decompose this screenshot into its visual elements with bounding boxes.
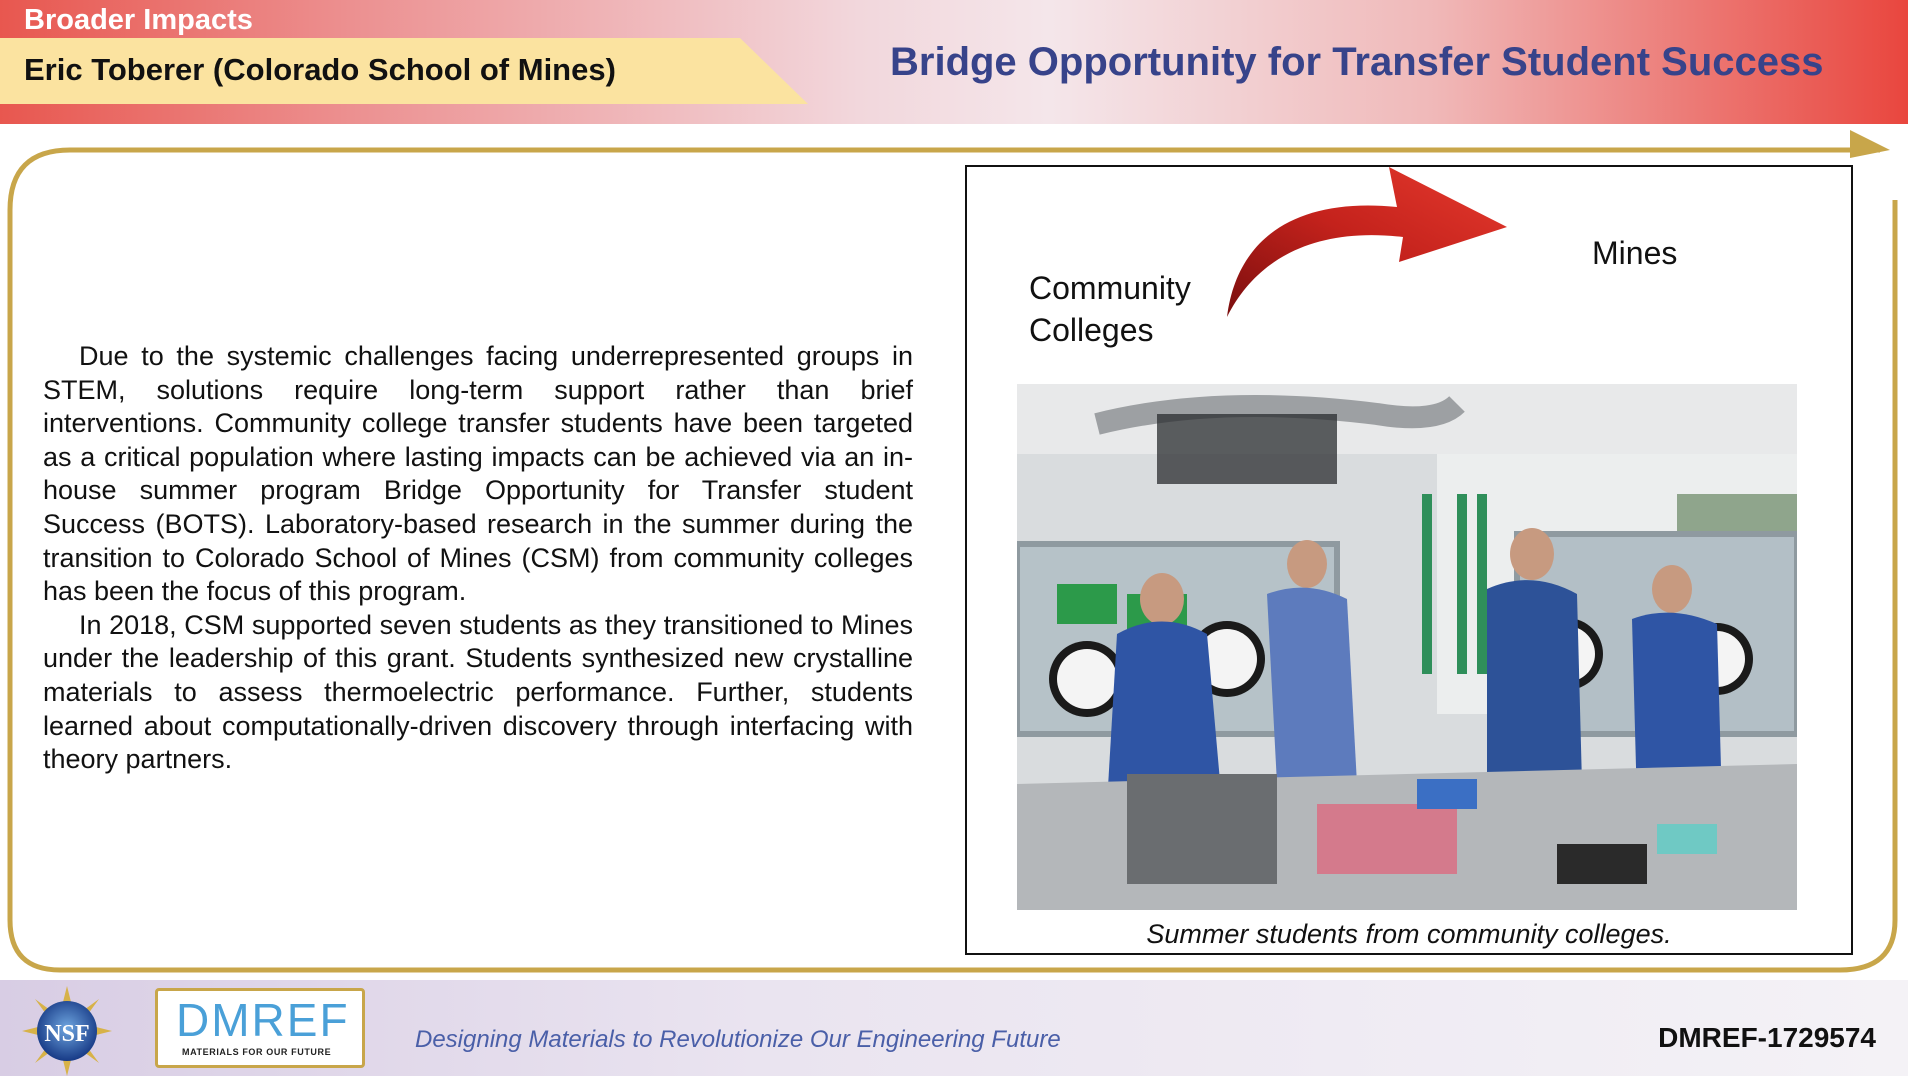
lab-photo [1017,384,1797,910]
nsf-logo-text: NSF [44,1021,90,1047]
dmref-logo-subtitle: MATERIALS FOR OUR FUTURE [182,1047,332,1057]
nsf-logo-icon [22,986,112,1076]
figure-caption: Summer students from community colleges. [1146,919,1672,949]
transfer-arrow-icon [1207,167,1547,337]
dmref-logo [155,988,365,1068]
paragraph-2: In 2018, CSM supported seven students as they transitioned to Mines under the leadership of this grant. Students synthesized new crystalline materials to assess thermoelectric performance. Further, students learned about computationally-driven discovery through interfacing with theory partners. [43,609,913,775]
footer-tagline: Designing Materials to Revolutionize Our Engineering Future [415,1026,1061,1053]
grant-id: DMREF-1729574 [1658,1022,1876,1053]
footer-bar [0,980,1908,1076]
label-mines: Mines [1592,235,1678,271]
label-community-colleges: Community Colleges [1029,270,1191,348]
dmref-logo-text: DMREF [176,994,350,1046]
body-text [43,340,913,777]
presenter-tab [0,38,810,104]
header-banner [0,0,1908,124]
slide-title: Bridge Opportunity for Transfer Student Success [890,40,1824,84]
paragraph-1: Due to the systemic challenges facing underrepresented groups in STEM, solutions require long-term support rather than brief interventions. Community college transfer students have been targeted as a critical population where lasting impacts can be achieved via an in-house summer program Bridge Opportunity for Transfer student Success (BOTS). Laboratory-based research in the summer during the transition to Colorado School of Mines (CSM) from community colleges has been the focus of this program. [43,341,913,607]
lab-photo-icon [1017,384,1797,910]
figure-box [965,165,1853,955]
section-label: Broader Impacts [24,4,253,36]
presenter-name: Eric Toberer (Colorado School of Mines) [24,52,616,87]
